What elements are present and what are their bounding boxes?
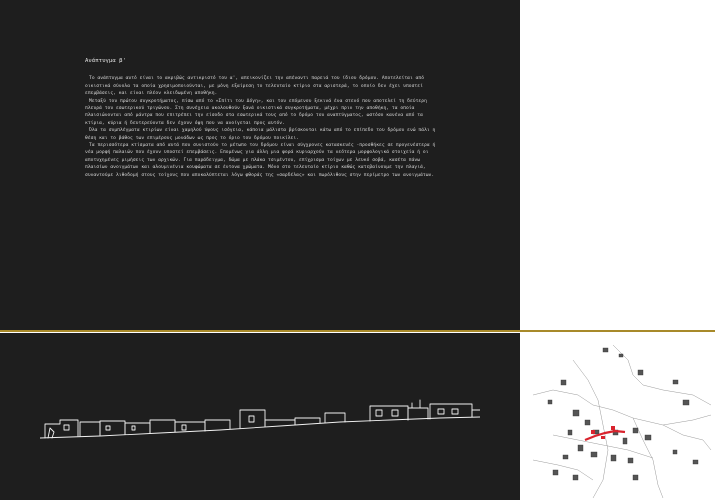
paragraph-2: Μεταξύ του πρώτου συγκροτήματος, πίσω από το «Σπίτι του Δόγη», και του επόμενου ξεκινά ένα στενό που αποτελεί τη δεύτερη πλευρά του εσωτερικού τριγώνου. Στη συνέχεια ακολουθούν ξανά οικιστικά συγκροτήματα, μέχρι πριν την αποθήκη, τα οποία πλαισιώνονται από μάντρα που επιτρέπει την είσοδο στα εσωτερικά τους από το δρόμο του αναπτύγματος, ωστόσο κανένα από τα κτίρια, κύρια ή δευτερεύοντα δεν έχουν όψη που να ανοίγεται προς αυτόν. [85, 98, 427, 126]
section-heading: Ανάπτυγμα β' [85, 58, 127, 64]
paragraph-3: Όλα τα συμπλέγματα κτιρίων είναι χαμηλού ύψους ισόγεια, κάποια μάλιστα βρίσκονται κάτω από το επίπεδο του δρόμου ενώ πάλι η θέση και το βάθος των επιμέρους μονάδων ως προς το όριο του δρόμου ποικίλει. [85, 128, 436, 141]
paragraph-1: Το ανάπτυγμα αυτό είναι το ακριβώς αντικριστό του α', απεικονίζει την απέναντι παρειά του ίδιου δρόμου. Αποτελείται από οικιστικά σύνολα τα οποία χρησιμοποιούνται, με μόνη εξαίρεση το τελευταίο κτίριο στα αριστερά, το οποίο δεν έχει υποστεί επεμβάσεις, και είναι πλέον κλειδωμένη αποθήκη. [85, 76, 425, 97]
site-map [533, 340, 713, 498]
blank-margin [520, 0, 715, 330]
street-elevation-drawing [40, 380, 480, 440]
divider-line [0, 330, 715, 332]
paragraph-4: Τα περισσότερα κτίσματα από αυτά που συνιστούν το μέτωπο του δρόμου είναι σύγχρονες κατασκευές -προσθήκες σε προγενέστερα ή νέα μορφή παλαιών που έχουν υποστεί επεμβάσεις. Επομένως για άλλη μια φορά κυριαρχούν τα νεότερα μορφολογικά στοιχεία ή οι αποτυχημένες μιμήσεις των αρχικών. Για παράδειγμα, δώμα με πλάκα τσιμέντου, επίχρισμα τοίχων με λευκό σοβά, κασέτα πάνω πλαισίων ανοιγμάτων και αλουμινένια κουφώματα σε έντονα χρώματα. Μόνο στο τελευταίο κτίριο καθώς κατεβαίνουμε την πλαγιά, συναντούμε λιθοδομή στους τοίχους που αποκαλύπτεται λόγω φθοράς της «σαρδέλας» και πωρόλιθους στην περίμετρο των ανοιγμάτων. [85, 143, 436, 178]
description-text [85, 58, 445, 179]
